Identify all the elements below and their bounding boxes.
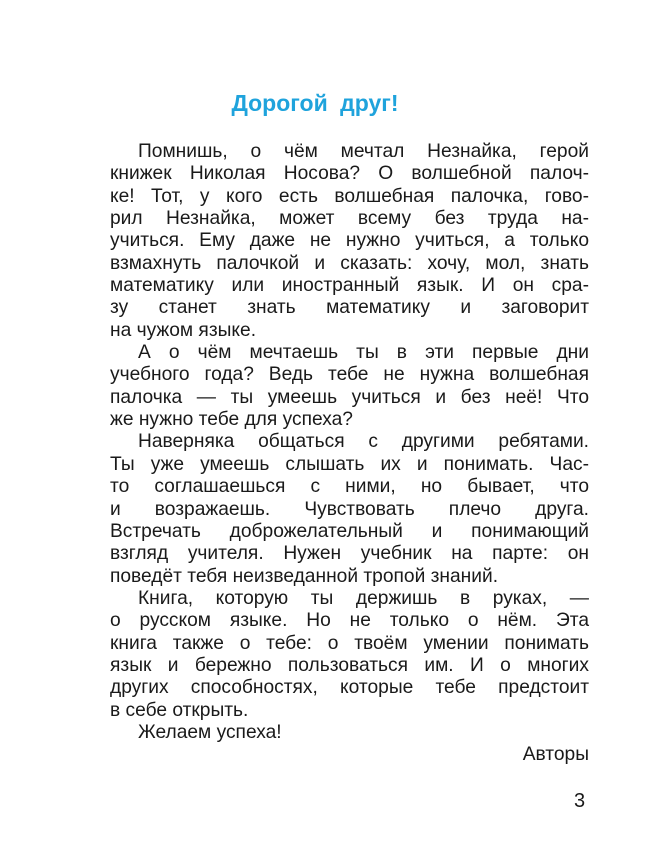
text-line: зу станет знать математику и заговорит [110,297,589,319]
text-line: и возражаешь. Чувствовать плечо друга. [110,498,589,520]
text-line: учебного года? Ведь тебе не нужна волшебная [110,364,589,386]
text-line: книжек Николая Носова? О волшебной палоч- [110,163,589,185]
text-line: на чужом языке. [110,319,257,341]
text-line: Помнишь, о чём мечтал Незнайка, герой [138,141,589,162]
text-line: то соглашаешься с ними, но бывает, что [110,476,589,498]
text-line: других способностях, которые тебе предстоит [110,677,589,699]
page-title: Дорогой друг! [231,90,399,116]
text-line: Ты уже умеешь слышать их и понимать. Час- [110,453,589,475]
paragraph [110,141,589,342]
text-line: учиться. Ему даже не нужно учиться, а только [110,230,589,252]
text-line: книга также о тебе: о твоём умении понимать [110,632,589,654]
text-line: Наверняка общаться с другими ребятами. [138,431,589,453]
text-line: рил Незнайка, может всему без труда на- [110,208,589,230]
text-line: Желаем успеха! [138,721,282,743]
text-line: математику или иностранный язык. И он сра- [110,275,589,297]
text-line: Встречать доброжелательный и понимающий [110,520,589,542]
text-line: взгляд учителя. Нужен учебник на парте: он [110,543,589,565]
letter-body [110,141,589,767]
text-line: Книга, которую ты держишь в руках, — [138,587,589,609]
text-line: взмахнуть палочкой и сказать: хочу, мол, знать [110,252,589,274]
text-line: палочка — ты умеешь учиться и без неё! Что [110,386,589,408]
text-line: язык и бережно пользоваться им. И о многих [110,654,589,676]
paragraph [110,431,589,587]
text-line: А о чём мечтаешь ты в эти первые дни [138,342,589,364]
paragraph [110,588,589,722]
paragraph [110,722,589,744]
text-line: поведёт тебя неизведанной тропой знаний. [110,565,499,587]
text-line: ке! Тот, у кого есть волшебная палочка, гово- [110,185,589,207]
paragraph [110,342,589,431]
text-line: же нужно тебе для успеха? [110,409,353,431]
text-line: о русском языке. Но не только о нём. Эта [110,610,589,632]
page-number: 3 [574,790,586,812]
text-line: в себе открыть. [110,699,249,721]
signature: Авторы [522,744,589,766]
